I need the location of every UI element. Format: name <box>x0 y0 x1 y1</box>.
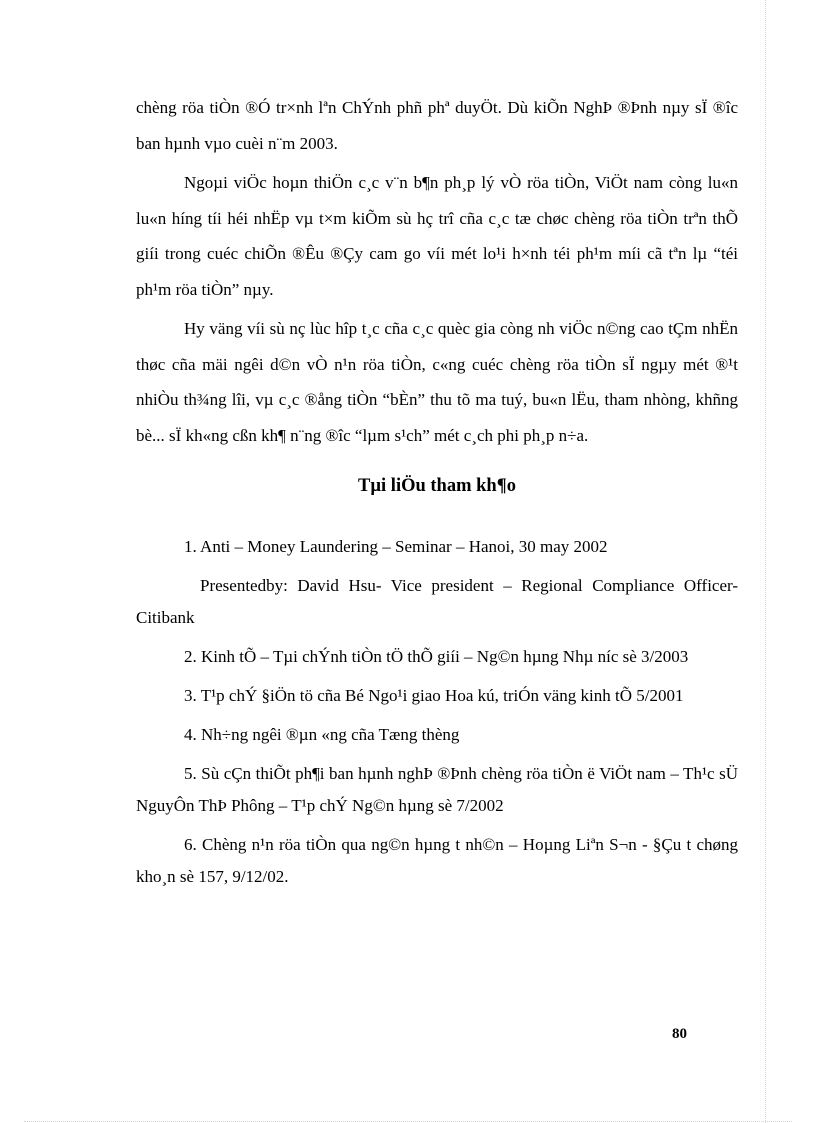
page-number: 80 <box>672 1026 687 1042</box>
page-right-border <box>764 0 766 1123</box>
reference-item-2: 2. Kinh tÕ – Tµi chÝnh tiÒn tÖ thÕ giíi – Ng©n hµng Nhµ níc sè 3/2003 <box>184 647 689 666</box>
reference-item-6: 6. Chèng n¹n röa tiÒn qua ng©n hµng t nh©n – Hoµng Liªn S¬n - §Çu t chøng kho¸n sè 157, 9/12/02. <box>136 835 738 886</box>
body-paragraph-1: chèng röa tiÒn ®Ó tr×nh lªn ChÝnh phñ phª duyÖt. Dù kiÕn NghÞ ®Þnh nµy sÏ ®îc ban hµnh vµo cuèi n¨m 2003. <box>136 98 738 153</box>
reference-item-4: 4. Nh÷ng ngêi ®µn «ng cña Tæng thèng <box>184 725 460 744</box>
reference-item-5: 5. Sù cÇn thiÕt ph¶i ban hµnh nghÞ ®Þnh chèng röa tiÒn ë ViÖt nam – Th¹c sÜ NguyÔn ThÞ Phông – T¹p chÝ Ng©n hµng sè 7/2002 <box>136 764 738 815</box>
body-paragraph-2: Ngoµi viÖc hoµn thiÖn c¸c v¨n b¶n ph¸p lý vÒ röa tiÒn, ViÖt nam còng lu«n lu«n híng tíi héi nhËp vµ t×m kiÕm sù hç trî cña c¸c tæ chøc chèng röa tiÒn trªn thÕ giíi trong cuéc chiÕn ®Êu ®Çy cam go víi mét lo¹i h×nh téi ph¹m míi cã tªn lµ “téi ph¹m röa tiÒn” nµy. <box>136 173 738 299</box>
page-bottom-border <box>24 1121 792 1122</box>
reference-item-3: 3. T¹p chÝ §iÖn tö cña Bé Ngo¹i giao Hoa kú, triÓn väng kinh tÕ 5/2001 <box>184 686 684 705</box>
references-heading: Tµi liÖu tham kh¶o <box>358 476 516 496</box>
body-paragraph-3: Hy väng víi sù nç lùc hîp t¸c cña c¸c quèc gia còng nh viÖc n©ng cao tÇm nhËn thøc cña mäi ngêi d©n vÒ n¹n röa tiÒn, c«ng cuéc chèng röa tiÒn sÏ ngµy mét ®¹t nhiÒu th¾ng lîi, vµ c¸c ®ång tiÒn “bÈn” thu tõ ma tuý, bu«n lËu, tham nhòng, khñng bè... sÏ kh«ng cßn kh¶ n¨ng ®îc “lµm s¹ch” mét c¸ch phi ph¸p n÷a. <box>136 319 738 445</box>
reference-item-1: 1. Anti – Money Laundering – Seminar – Hanoi, 30 may 2002 <box>184 537 608 556</box>
reference-item-1-detail: Presentedby: David Hsu- Vice president – Regional Compliance Officer- Citibank <box>136 576 738 627</box>
page-content <box>136 90 738 900</box>
